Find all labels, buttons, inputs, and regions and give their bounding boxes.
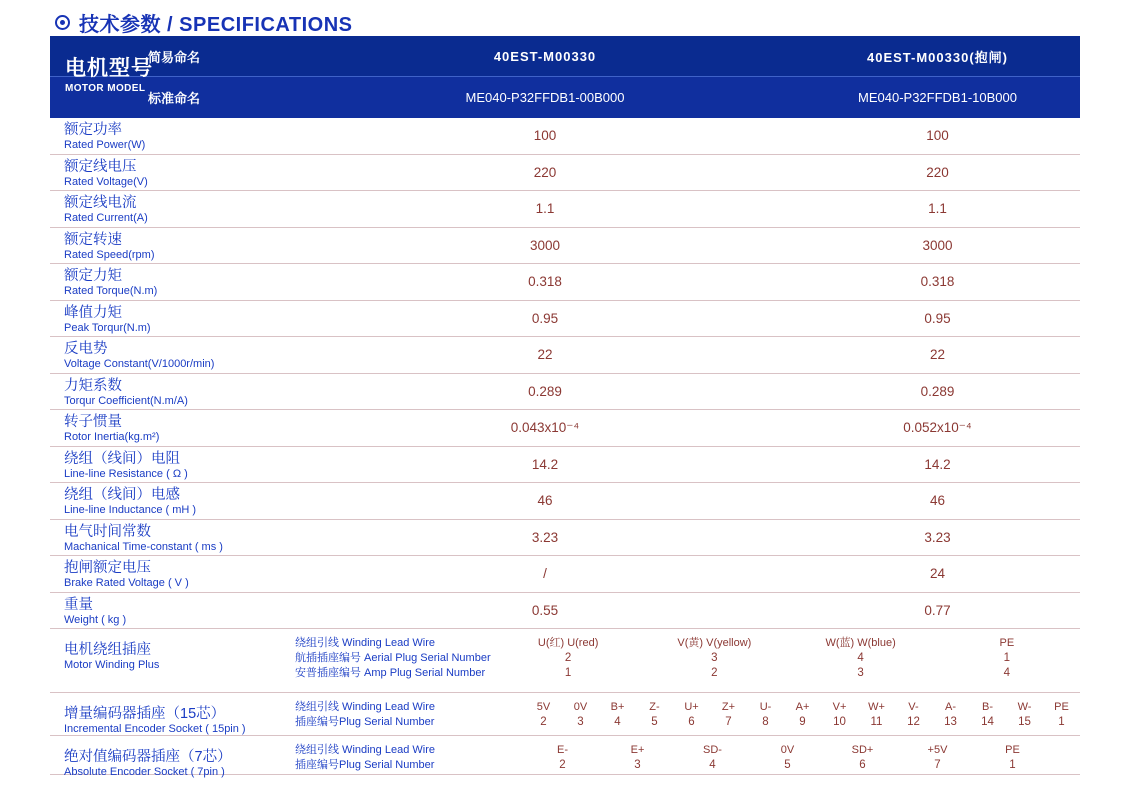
value-col2: 3.23 — [924, 529, 951, 545]
value-col1: 0.95 — [531, 310, 559, 326]
row-label-zh: 重量 — [64, 596, 93, 613]
value-col2: 100 — [926, 128, 949, 144]
value-col1: 0.55 — [531, 602, 559, 618]
row-label-en: Torqur Coefficient(N.m/A) — [64, 394, 188, 407]
simple-name-model2: 40EST-M00330(抱闸) — [867, 49, 1008, 65]
simple-name-model1: 40EST-M00330 — [493, 48, 597, 64]
row-label-en: Rated Power(W) — [64, 139, 146, 151]
spec-row-brake-voltage — [50, 556, 1080, 593]
standard-name-label: 标准命名 — [148, 91, 201, 106]
motor-model-label-en: MOTOR MODEL — [65, 83, 146, 94]
row-label-en: Incremental Encoder Socket ( 15pin ) — [64, 723, 246, 735]
row-label-en: Rated Speed(rpm) — [64, 248, 155, 261]
spec-row-time-constant — [50, 520, 1080, 557]
value-col2: 0.95 — [924, 310, 951, 326]
pin: 0V 3 — [573, 701, 588, 728]
row-label-zh: 额定线电压 — [64, 158, 137, 175]
row-label-zh: 额定线电流 — [64, 195, 137, 211]
winding-sub-labels: 绕组引线 Winding Lead Wire 航插插座编号 Aerial Plug Serial Number 安普插座编号 Amp Plug Serial Number — [295, 637, 491, 679]
value-col1: 22 — [537, 347, 553, 363]
pin: Z+ 7 — [721, 701, 736, 728]
row-label-zh: 绝对值编码器插座（7芯） — [64, 749, 232, 765]
row-label-zh: 力矩系数 — [64, 377, 122, 394]
pin: 5V 2 — [536, 701, 551, 728]
row-label-zh: 绕组（线间）电阻 — [64, 450, 180, 467]
spec-row-absolute-encoder — [50, 736, 1080, 778]
pin: PE 1 — [1054, 701, 1069, 728]
value-col1: 100 — [533, 128, 557, 144]
row-label-en: Rated Current(A) — [64, 212, 148, 224]
pin-v: V(黄) V(yellow) 3 2 — [677, 637, 752, 679]
row-label-en: Machanical Time-constant ( ms ) — [64, 540, 223, 553]
section-title-bar — [55, 8, 352, 37]
row-label-en: Peak Torqur(N.m) — [64, 321, 151, 334]
spec-row-voltage-constant — [50, 337, 1080, 374]
pin: 0V 5 — [780, 744, 795, 771]
row-label-zh: 额定功率 — [64, 122, 122, 138]
simple-name-row — [50, 36, 1080, 77]
encoder15-sub-labels: 绕组引线 Winding Lead Wire 插座编号Plug Serial Number — [295, 701, 435, 728]
spec-row-line-resistance — [50, 447, 1080, 484]
spec-row-rated-voltage — [50, 155, 1080, 192]
pin: E- 2 — [557, 744, 568, 771]
pin: SD+ 6 — [851, 744, 874, 771]
value-col2: 24 — [929, 566, 946, 582]
row-label-zh: 转子惯量 — [64, 414, 122, 430]
value-col2: 0.052x10⁻⁴ — [903, 419, 972, 435]
pin: A+ 9 — [795, 701, 810, 728]
motor-model-header — [65, 52, 153, 94]
spec-row-motor-winding-plug — [50, 629, 1080, 693]
spec-row-incremental-encoder — [50, 693, 1080, 736]
spec-row-weight — [50, 593, 1080, 630]
pin: U- 8 — [759, 701, 772, 728]
pin-u: U(红) U(red) 2 1 — [537, 637, 599, 679]
pin: B- 14 — [981, 701, 994, 728]
pin-pe: PE 1 4 — [999, 637, 1015, 679]
value-col2: 0.318 — [920, 274, 955, 290]
value-col2: 0.77 — [924, 602, 951, 618]
table-header — [50, 36, 1080, 118]
spec-row-peak-torque — [50, 301, 1080, 338]
row-label-en: Brake Rated Voltage ( V ) — [64, 577, 189, 589]
standard-name-model2: ME040-P32FFDB1-10B000 — [858, 90, 1017, 105]
row-label-en: Rated Torque(N.m) — [64, 285, 158, 297]
value-col2: 46 — [929, 493, 946, 509]
row-label-en: Absolute Encoder Socket ( 7pin ) — [64, 766, 225, 778]
value-col2: 220 — [926, 164, 949, 180]
bullet-circle-icon — [55, 15, 70, 30]
encoder7-sub-labels: 绕组引线 Winding Lead Wire 插座编号Plug Serial Number — [295, 744, 435, 771]
value-col1: 3.23 — [531, 529, 559, 545]
value-col1: 3000 — [529, 237, 561, 253]
pin: +5V 7 — [927, 744, 948, 771]
row-label-en: Voltage Constant(V/1000r/min) — [64, 358, 215, 370]
spec-row-rotor-inertia — [50, 410, 1080, 447]
standard-name-row — [50, 77, 1080, 118]
row-label-zh: 峰值力矩 — [64, 304, 122, 321]
value-col1: 46 — [537, 493, 553, 509]
value-col1: / — [543, 566, 547, 582]
spec-row-rated-torque — [50, 264, 1080, 301]
pin: Z- 5 — [649, 701, 660, 728]
encoder15-pin-map — [495, 699, 1080, 730]
pin: B+ 4 — [610, 701, 625, 728]
value-col2: 3000 — [922, 237, 953, 253]
spec-row-line-inductance — [50, 483, 1080, 520]
spec-row-rated-current — [50, 191, 1080, 228]
motor-model-label-zh: 电机型号 — [65, 57, 153, 80]
row-label-zh: 电机绕组插座 — [64, 642, 151, 658]
value-col1: 14.2 — [531, 456, 559, 472]
pin: A- 13 — [944, 701, 957, 728]
value-col2: 1.1 — [928, 201, 947, 217]
pin: PE 1 — [1005, 744, 1020, 771]
pin: V- 12 — [907, 701, 920, 728]
value-col1: 0.289 — [528, 383, 562, 399]
winding-pin-map — [495, 635, 1080, 681]
row-label-en: Rotor Inertia(kg.m²) — [64, 431, 160, 443]
pin: W+ 11 — [868, 701, 885, 728]
row-label-en: Rated Voltage(V) — [64, 175, 148, 188]
row-label-en: Line-line Inductance ( mH ) — [64, 504, 197, 516]
row-label-en: Weight ( kg ) — [64, 613, 127, 626]
page-title: 技术参数 / SPECIFICATIONS — [79, 14, 353, 36]
spec-row-torque-coefficient — [50, 374, 1080, 411]
pin: E+ 3 — [630, 744, 645, 771]
value-col1: 0.043x10⁻⁴ — [510, 419, 580, 435]
specifications-table — [50, 36, 1080, 778]
spec-row-rated-speed — [50, 228, 1080, 265]
simple-name-label: 简易命名 — [148, 49, 201, 65]
standard-name-model1: ME040-P32FFDB1-00B000 — [465, 90, 625, 105]
row-label-en: Line-line Resistance ( Ω ) — [64, 467, 188, 480]
row-label-zh: 增量编码器插座（15芯） — [64, 706, 226, 722]
row-label-zh: 抱闸额定电压 — [64, 560, 151, 576]
value-col2: 0.289 — [920, 383, 955, 399]
value-col1: 0.318 — [528, 274, 562, 290]
row-label-zh: 反电势 — [64, 341, 108, 357]
row-label-zh: 电气时间常数 — [64, 523, 151, 540]
value-col2: 22 — [929, 347, 946, 363]
pin: U+ 6 — [684, 701, 699, 728]
value-col1: 220 — [533, 164, 557, 180]
spec-row-rated-power — [50, 118, 1080, 155]
row-label-zh: 绕组（线间）电感 — [64, 487, 180, 503]
row-label-zh: 额定力矩 — [64, 268, 122, 284]
row-label-en: Motor Winding Plus — [64, 659, 160, 671]
encoder7-pin-map — [495, 742, 1080, 773]
pin: SD- 4 — [703, 744, 722, 771]
row-label-zh: 额定转速 — [64, 231, 122, 248]
pin: V+ 10 — [832, 701, 847, 728]
pin-w: W(蓝) W(blue) 4 3 — [825, 637, 896, 679]
pin: W- 15 — [1017, 701, 1032, 728]
value-col2: 14.2 — [924, 456, 951, 472]
value-col1: 1.1 — [535, 201, 555, 217]
